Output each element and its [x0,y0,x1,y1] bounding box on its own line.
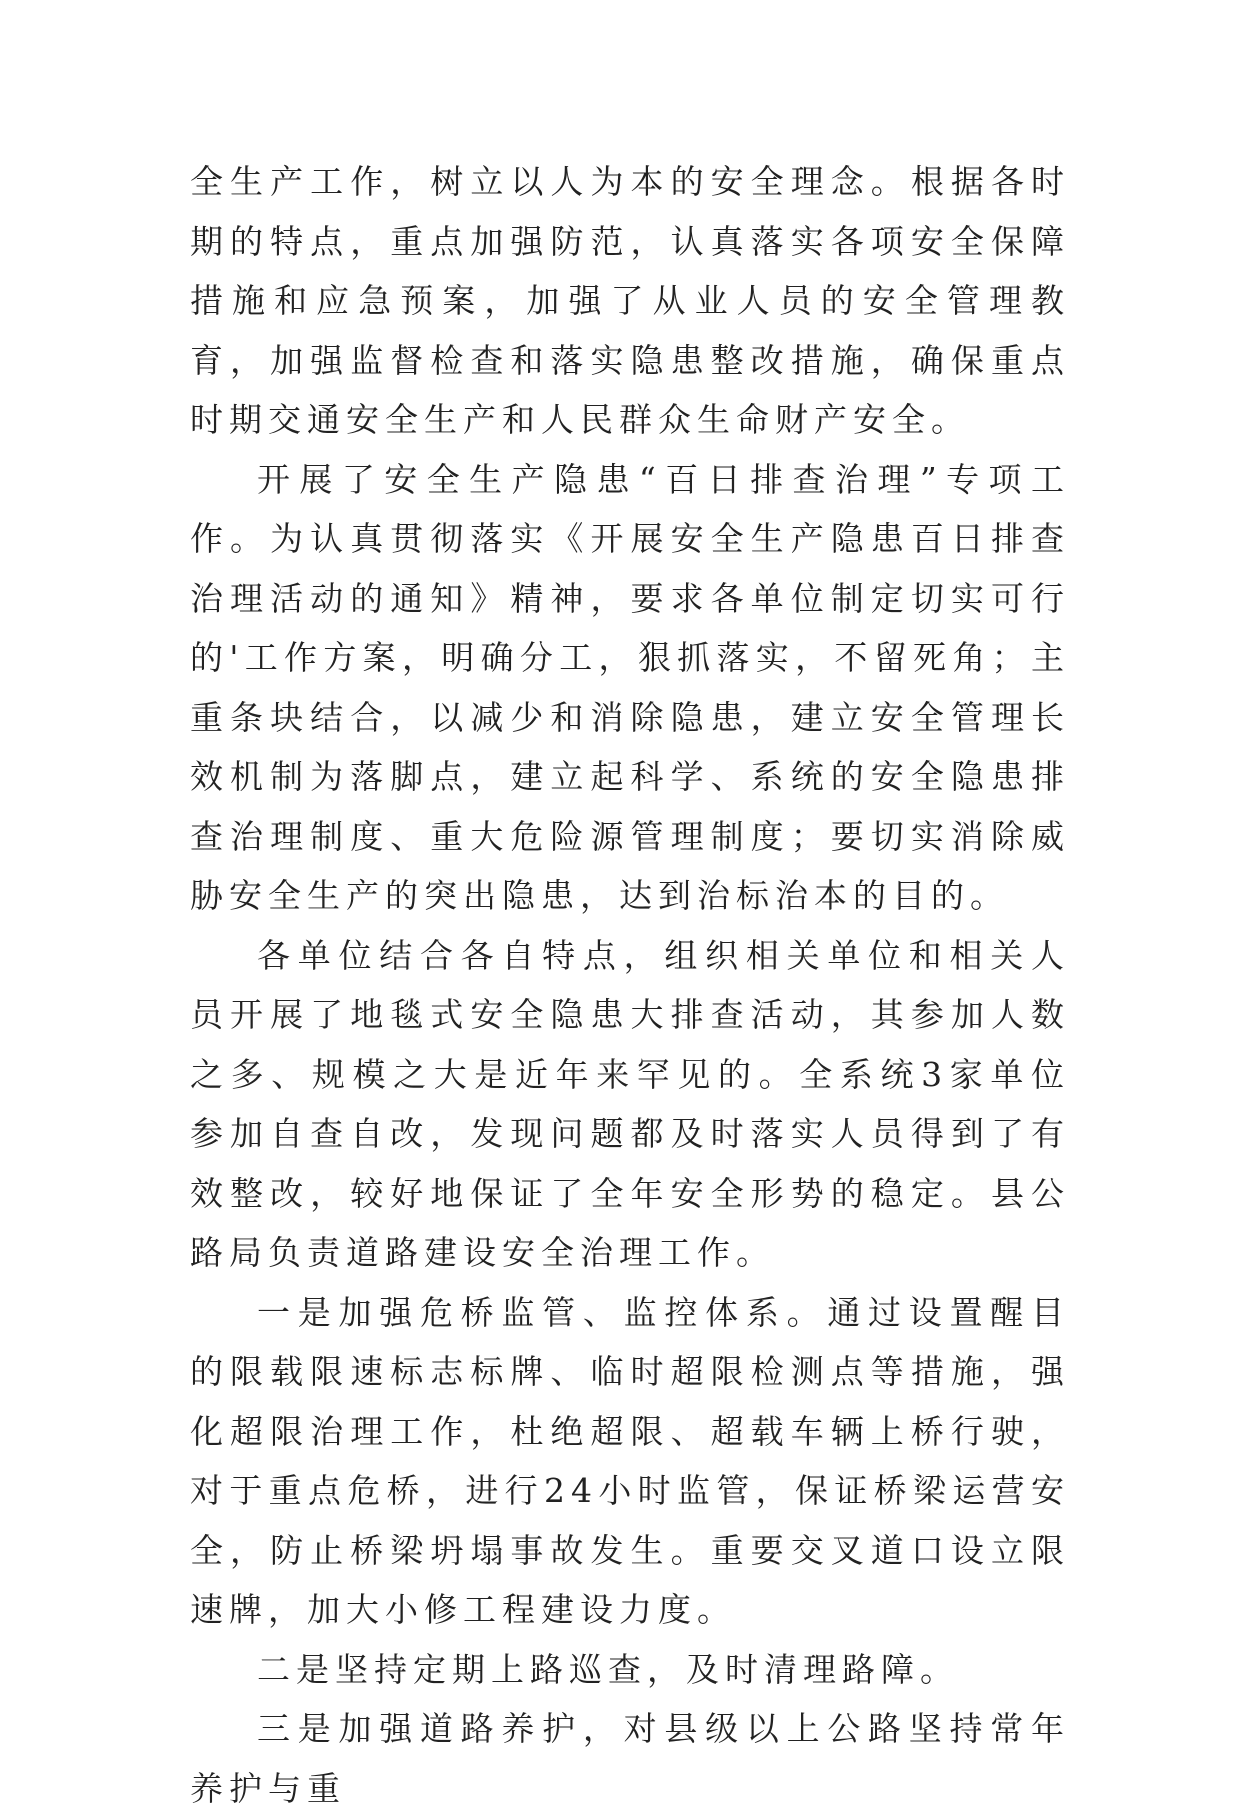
paragraph-road-maintenance: 三是加强道路养护，对县级以上公路坚持常年养护与重 [190,1709,1070,1808]
paragraph-road-patrol: 二是坚持定期上路巡查，及时清理路障。 [257,1649,959,1689]
paragraph-hazard-campaign: 开展了安全生产隐患“百日排查治理”专项工作。为认真贯彻落实《开展安全生产隐患百日排查治理活动的通知》精神，要求各单位制定切实可行的'工作方案，明确分工，狠抓落实，不留死角；主重条块结合，以减少和消除隐患，建立安全管理长效机制为落脚点，建立起科学、系统的安全隐患排查治理制度、重大危险源管理制度；要切实消除威胁安全生产的突出隐患，达到治标治本的目的。 [190,459,1070,915]
paragraph-bridge-supervision: 一是加强危桥监管、监控体系。通过设置醒目的限载限速标志标牌、临时超限检测点等措施，强化超限治理工作，杜绝超限、超载车辆上桥行驶，对于重点危桥，进行24小时监管，保证桥梁运营安全，防止桥梁坍塌事故发生。重要交叉道口设立限速牌，加大小修工程建设力度。 [190,1292,1070,1629]
paragraph-inspection-activity: 各单位结合各自特点，组织相关单位和相关人员开展了地毯式安全隐患大排查活动，其参加人数之多、规模之大是近年来罕见的。全系统3家单位参加自查自改，发现问题都及时落实人员得到了有效整改，较好地保证了全年安全形势的稳定。县公路局负责道路建设安全治理工作。 [190,935,1070,1272]
document-body [190,152,1070,1818]
paragraph-continued: 全生产工作，树立以人为本的安全理念。根据各时期的特点，重点加强防范，认真落实各项安全保障措施和应急预案，加强了从业人员的安全管理教育，加强监督检查和落实隐患整改措施，确保重点时期交通安全生产和人民群众生命财产安全。 [190,162,1070,439]
